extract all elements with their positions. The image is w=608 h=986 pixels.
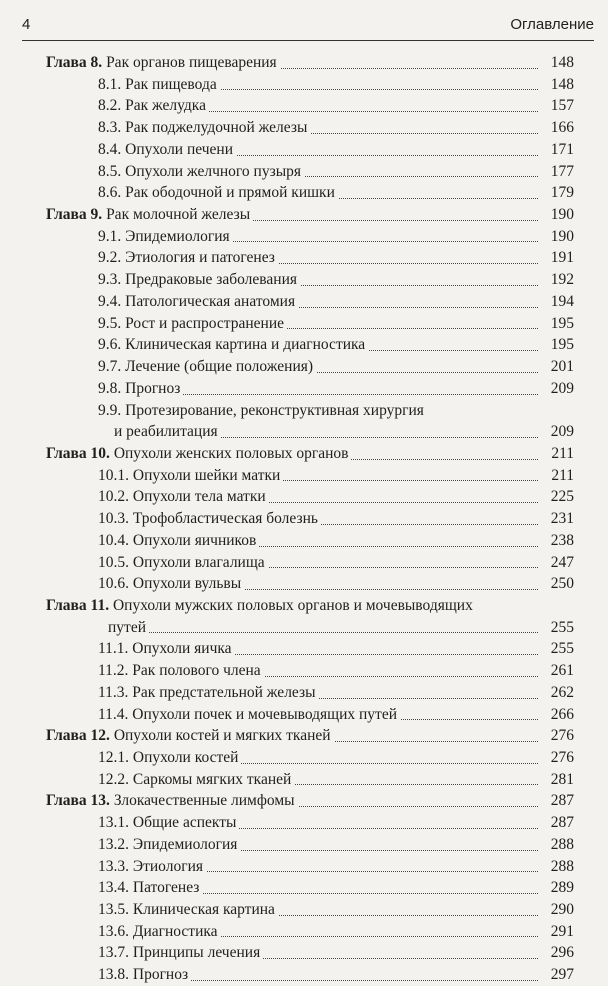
entry-title: 9.7. Лечение (общие положения) [98,358,314,376]
section-title [98,812,239,834]
toc-section-entry[interactable] [46,356,574,378]
toc-section-entry[interactable] [46,139,574,161]
page-ref: 225 [550,488,574,506]
toc-section-entry[interactable] [46,834,574,856]
chapter-label: Глава 8. [46,54,103,71]
entry-title: 8.3. Рак поджелудочной железы [98,119,308,137]
page-ref: 211 [551,466,574,484]
page-ref: 190 [550,227,574,245]
toc-section-entry[interactable] [46,291,574,313]
toc-entry-continuation[interactable] [46,421,574,443]
section-title [98,139,236,161]
entry-title: Опухоли женских половых органов [113,444,349,462]
page-ref: 266 [550,705,574,723]
toc-section-entry[interactable] [46,812,574,834]
page-ref: 255 [550,618,574,636]
entry-title-continuation: путей [108,617,149,639]
entry-title: 11.1. Опухоли яичка [98,640,232,658]
toc-chapter-entry[interactable] [46,52,574,74]
section-title [98,313,287,335]
entry-title: 13.7. Принципы лечения [98,944,261,962]
page-ref: 157 [550,97,574,115]
section-title [98,834,240,856]
section-title [98,74,220,96]
page-ref: 289 [550,879,574,897]
entry-title: 9.1. Эпидемиология [98,227,230,245]
page-ref: 250 [550,575,574,593]
section-title [98,161,304,183]
page-ref: 287 [550,814,574,832]
section-title [98,660,264,682]
page-ref: 287 [550,792,574,810]
entry-title: 10.1. Опухоли шейки матки [98,466,281,484]
entry-title: 8.6. Рак ободочной и прямой кишки [98,184,335,202]
page-ref: 177 [550,162,574,180]
toc-section-entry[interactable] [46,313,574,335]
entry-title: Опухоли костей и мягких тканей [113,727,331,745]
page-ref: 195 [550,314,574,332]
entry-title: 13.3. Этиология [98,857,203,875]
page-ref: 166 [550,119,574,137]
toc-section-entry[interactable] [46,747,574,769]
page-ref: 211 [551,444,574,462]
section-title [98,638,235,660]
entry-title: 8.1. Рак пищевода [98,75,217,93]
toc-section-entry[interactable] [46,573,574,595]
entry-title: 9.3. Предраковые заболевания [98,271,298,289]
chapter-title [46,790,298,812]
toc-section-entry[interactable] [46,856,574,878]
toc-section-entry[interactable] [46,378,574,400]
page-ref: 192 [550,271,574,289]
page-ref: 255 [550,640,574,658]
toc-section-entry[interactable] [46,530,574,552]
page-ref: 231 [550,510,574,528]
toc-section-entry[interactable] [46,226,574,248]
page-ref: 148 [550,54,574,71]
entry-title: Рак молочной железы [106,206,251,224]
entry-title: 9.5. Рост и распространение [98,314,284,332]
toc-section-entry[interactable] [46,465,574,487]
entry-title: 13.1. Общие аспекты [98,814,237,832]
toc-section-entry[interactable] [46,704,574,726]
entry-title: 10.4. Опухоли яичников [98,531,257,549]
toc-chapter-entry[interactable] [46,790,574,812]
entry-title: 10.6. Опухоли вульвы [98,575,242,593]
entry-title: 13.8. Прогноз [98,966,189,984]
entry-title: 8.5. Опухоли желчного пузыря [98,162,301,180]
page-ref: 179 [550,184,574,202]
section-title [98,769,294,791]
page-ref: 171 [550,140,574,158]
chapter-label: Глава 10. [46,444,110,462]
section-title [98,247,278,269]
chapter-title [46,204,253,226]
section-title [98,747,241,769]
table-of-contents [46,52,574,986]
entry-title: 13.2. Эпидемиология [98,835,238,853]
toc-section-entry[interactable] [46,269,574,291]
page-ref: 262 [550,683,574,701]
page-number: 4 [22,16,31,33]
page-header [22,10,594,41]
toc-section-entry[interactable] [46,117,574,139]
entry-title-continuation: и реабилитация [114,421,221,443]
chapter-label: Глава 9. [46,206,103,224]
chapter-label: Глава 11. [46,596,110,614]
section-title [98,400,427,422]
page-ref: 276 [550,727,574,745]
toc-section-entry[interactable] [46,899,574,921]
page-ref: 291 [550,922,574,940]
toc-chapter-entry[interactable] [46,725,574,747]
entry-title: 9.2. Этиология и патогенез [98,249,275,267]
toc-section-entry[interactable] [46,921,574,943]
section-title [98,356,316,378]
section-title [98,899,278,921]
section-title [98,877,202,899]
section-title [98,856,206,878]
chapter-label: Глава 12. [46,727,110,745]
page-ref: 195 [550,336,574,354]
toc-section-entry[interactable] [46,247,574,269]
page-ref: 281 [550,770,574,788]
chapter-title [46,52,280,74]
entry-title: 13.6. Диагностика [98,922,218,940]
toc-chapter-entry[interactable] [46,595,574,617]
entry-title: 11.2. Рак полового члена [98,662,261,680]
chapter-title [46,443,351,465]
section-title [98,291,298,313]
page-ref: 247 [550,553,574,571]
toc-entry-continuation[interactable] [46,617,574,639]
entry-title: 9.6. Клиническая картина и диагностика [98,336,366,354]
section-title [98,269,300,291]
section-title [98,95,209,117]
entry-title: 13.5. Клиническая картина [98,901,275,919]
section-title [98,334,368,356]
page-ref: 297 [550,966,574,984]
toc-section-entry[interactable] [46,508,574,530]
page-ref: 261 [550,662,574,680]
page-ref: 209 [550,379,574,397]
chapter-label: Глава 13. [46,792,110,810]
entry-title: 10.3. Трофобластическая болезнь [98,510,318,528]
section-title [98,226,233,248]
page-ref: 201 [550,358,574,376]
toc-section-entry[interactable] [46,682,574,704]
section-title [98,465,283,487]
entry-title: 12.1. Опухоли костей [98,749,239,766]
chapter-title [46,595,476,617]
page-ref: 190 [550,206,574,224]
page-ref: 290 [550,901,574,919]
toc-section-entry[interactable] [46,638,574,660]
toc-section-entry[interactable] [46,161,574,183]
entry-title: 8.2. Рак желудка [98,97,206,115]
section-title [98,704,400,726]
entry-title: 9.8. Прогноз [98,379,181,397]
leader-dots [108,631,538,633]
entry-title: 9.9. Протезирование, реконструктивная хирургия [98,401,424,419]
toc-section-entry[interactable] [46,769,574,791]
toc-chapter-entry[interactable] [46,204,574,226]
entry-title: 13.4. Патогенез [98,879,200,897]
toc-section-entry[interactable] [46,400,574,422]
toc-section-entry[interactable] [46,74,574,96]
section-title [98,921,221,943]
entry-title: 12.2. Саркомы мягких тканей [98,770,292,788]
toc-section-entry[interactable] [46,334,574,356]
entry-title: 9.4. Патологическая анатомия [98,292,296,310]
entry-title: 10.5. Опухоли влагалища [98,553,265,571]
entry-title: Рак органов пищеварения [106,54,277,71]
page-ref: 238 [550,531,574,549]
page-ref: 288 [550,857,574,875]
section-title [98,182,338,204]
toc-chapter-entry[interactable] [46,443,574,465]
entry-title: 11.3. Рак предстательной железы [98,683,316,701]
section-title [98,486,269,508]
page-ref: 276 [550,749,574,766]
running-head: Оглавление [510,16,594,33]
entry-title: Опухоли мужских половых органов и мочевыводящих [112,596,473,614]
toc-section-entry[interactable] [46,877,574,899]
section-title [98,682,319,704]
section-title [98,508,321,530]
page-ref: 296 [550,944,574,962]
page-ref: 191 [550,249,574,267]
page-ref: 288 [550,835,574,853]
section-title [98,552,268,574]
section-title [98,964,191,986]
entry-title: 11.4. Опухоли почек и мочевыводящих путей [98,705,397,723]
section-title [98,378,183,400]
toc-section-entry[interactable] [46,660,574,682]
entry-title: 10.2. Опухоли тела матки [98,488,266,506]
page-ref: 209 [550,423,574,441]
chapter-title [46,725,334,747]
entry-title: Злокачественные лимфомы [113,792,295,810]
page-ref: 148 [550,75,574,93]
entry-title: 8.4. Опухоли печени [98,140,234,158]
toc-section-entry[interactable] [46,942,574,964]
toc-section-entry[interactable] [46,964,574,986]
page-ref: 194 [550,292,574,310]
section-title [98,117,310,139]
section-title [98,942,263,964]
toc-section-entry[interactable] [46,95,574,117]
section-title [98,573,244,595]
section-title [98,530,259,552]
toc-section-entry[interactable] [46,182,574,204]
toc-section-entry[interactable] [46,552,574,574]
toc-section-entry[interactable] [46,486,574,508]
